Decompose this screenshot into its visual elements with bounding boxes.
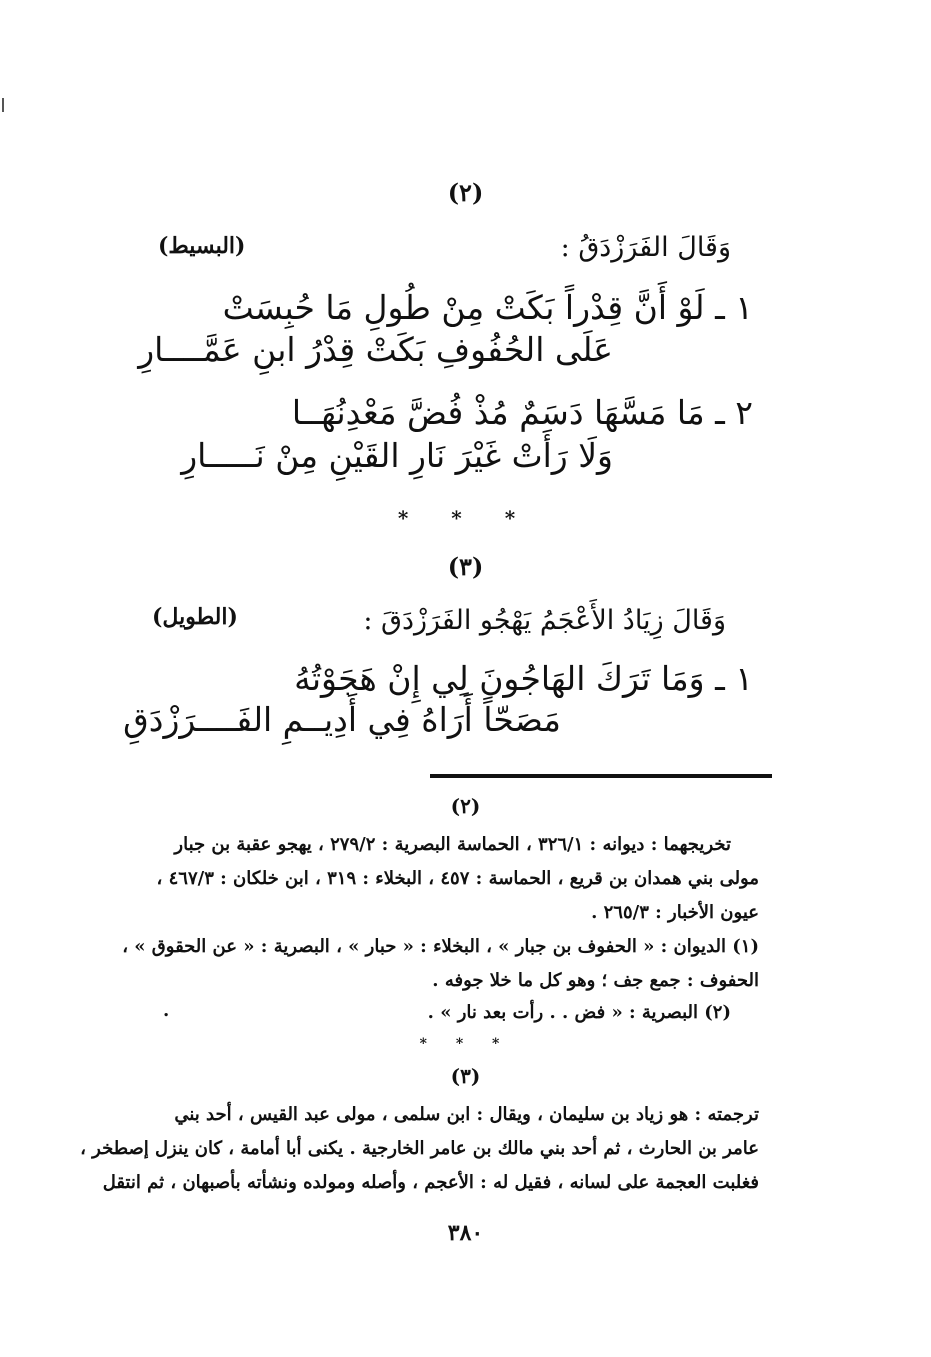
footnote-2-number: (٢) xyxy=(450,794,481,818)
section-3-verse-1-second-hemistich: مَصَحّاً أَرَاهُ فِي أَدِيــمِ الفَــــرَزْدَقِ xyxy=(123,700,561,739)
section-3-intro: وَقَالَ زِيَادُ الأَعْجَمُ يَهْجُو الفَرَزْدَقَ : xyxy=(363,605,726,636)
footnote-2-line-4: (١) الديوان : « الحفوف بن جبار » ، البخلاء : « حبار » ، البصرية : « عن الحقوق » ، xyxy=(122,936,759,957)
footnote-2-line-1: تخريجهما : ديوانه : ٣٢٦/١ ، الحماسة البصرية : ٢٧٩/٢ ، يهجو عقبة بن جبار xyxy=(174,834,731,855)
section-2-number: (٢) xyxy=(447,178,484,207)
section-2-intro: وَقَالَ الفَرَزْدَقُ : xyxy=(560,232,731,263)
section-3-meter: (الطويل) xyxy=(152,604,238,630)
footnote-2-line-6: (٢) البصرية : « فض . . رأت بعد نار » . xyxy=(427,1002,731,1023)
footnote-2-line-5: الحفوف : جمع جف ؛ وهو كل ما خلا جوفه . xyxy=(432,970,759,991)
section-3-verse-1-first-hemistich: ١ ـ وَمَا تَرَكَ الهَاجُونَ لِي إِنْ هَجَوْتُهُ xyxy=(294,659,753,698)
section-2-verse-2-first-hemistich: ٢ ـ مَا مَسَّهَا دَسَمٌ مُذْ فُضَّ مَعْدِنُهَــا xyxy=(291,393,753,432)
section-2-verse-2-second-hemistich: وَلَا رَأَتْ غَيْرَ نَارِ القَيْنِ مِنْ نَـــــارِ xyxy=(181,436,613,475)
footnote-3-line-1: ترجمته : هو زياد بن سليمان ، ويقال : ابن سلمى ، مولى عبد القيس ، أحد بني xyxy=(174,1104,759,1125)
footnote-divider xyxy=(430,774,772,778)
page-number: ٣٨٠ xyxy=(447,1220,484,1246)
footnote-2-trailing-mark: . xyxy=(163,1000,170,1021)
footnote-3-line-2: عامر بن الحارث ، ثم أحد بني مالك بن عامر الخارجية . يكنى أبا أمامة ، كان ينزل إصطخر ، xyxy=(80,1138,759,1159)
scan-mark xyxy=(2,98,4,112)
footnote-3-line-3: فغلبت العجمة على لسانه ، فقيل له : الأعجم ، وأصله ومولده ونشأته بأصبهان ، ثم انتقل xyxy=(102,1172,759,1193)
section-2-meter: (البسيط) xyxy=(158,233,246,259)
section-2-verse-1-first-hemistich: ١ ـ لَوْ أَنَّ قِدْراً بَكَتْ مِنْ طُولِ مَا حُبِسَتْ xyxy=(222,288,753,327)
section-2-verse-1-second-hemistich: عَلَى الحُفُوفِ بَكَتْ قِدْرُ ابنِ عَمَّــــارِ xyxy=(138,330,613,369)
footnote-2-line-3: عيون الأخبار : ٢٦٥/٣ . xyxy=(591,902,759,923)
section-3-number: (٣) xyxy=(447,552,484,581)
footnote-2-line-2: مولى بني همدان بن قريع ، الحماسة : ٤٥٧ ، البخلاء : ٣١٩ ، ابن خلكان : ٤٦٧/٣ ، xyxy=(156,868,759,889)
section-separator: * * * xyxy=(397,506,534,530)
footnote-separator: * * * xyxy=(419,1036,512,1052)
footnote-3-number: (٣) xyxy=(450,1064,481,1088)
